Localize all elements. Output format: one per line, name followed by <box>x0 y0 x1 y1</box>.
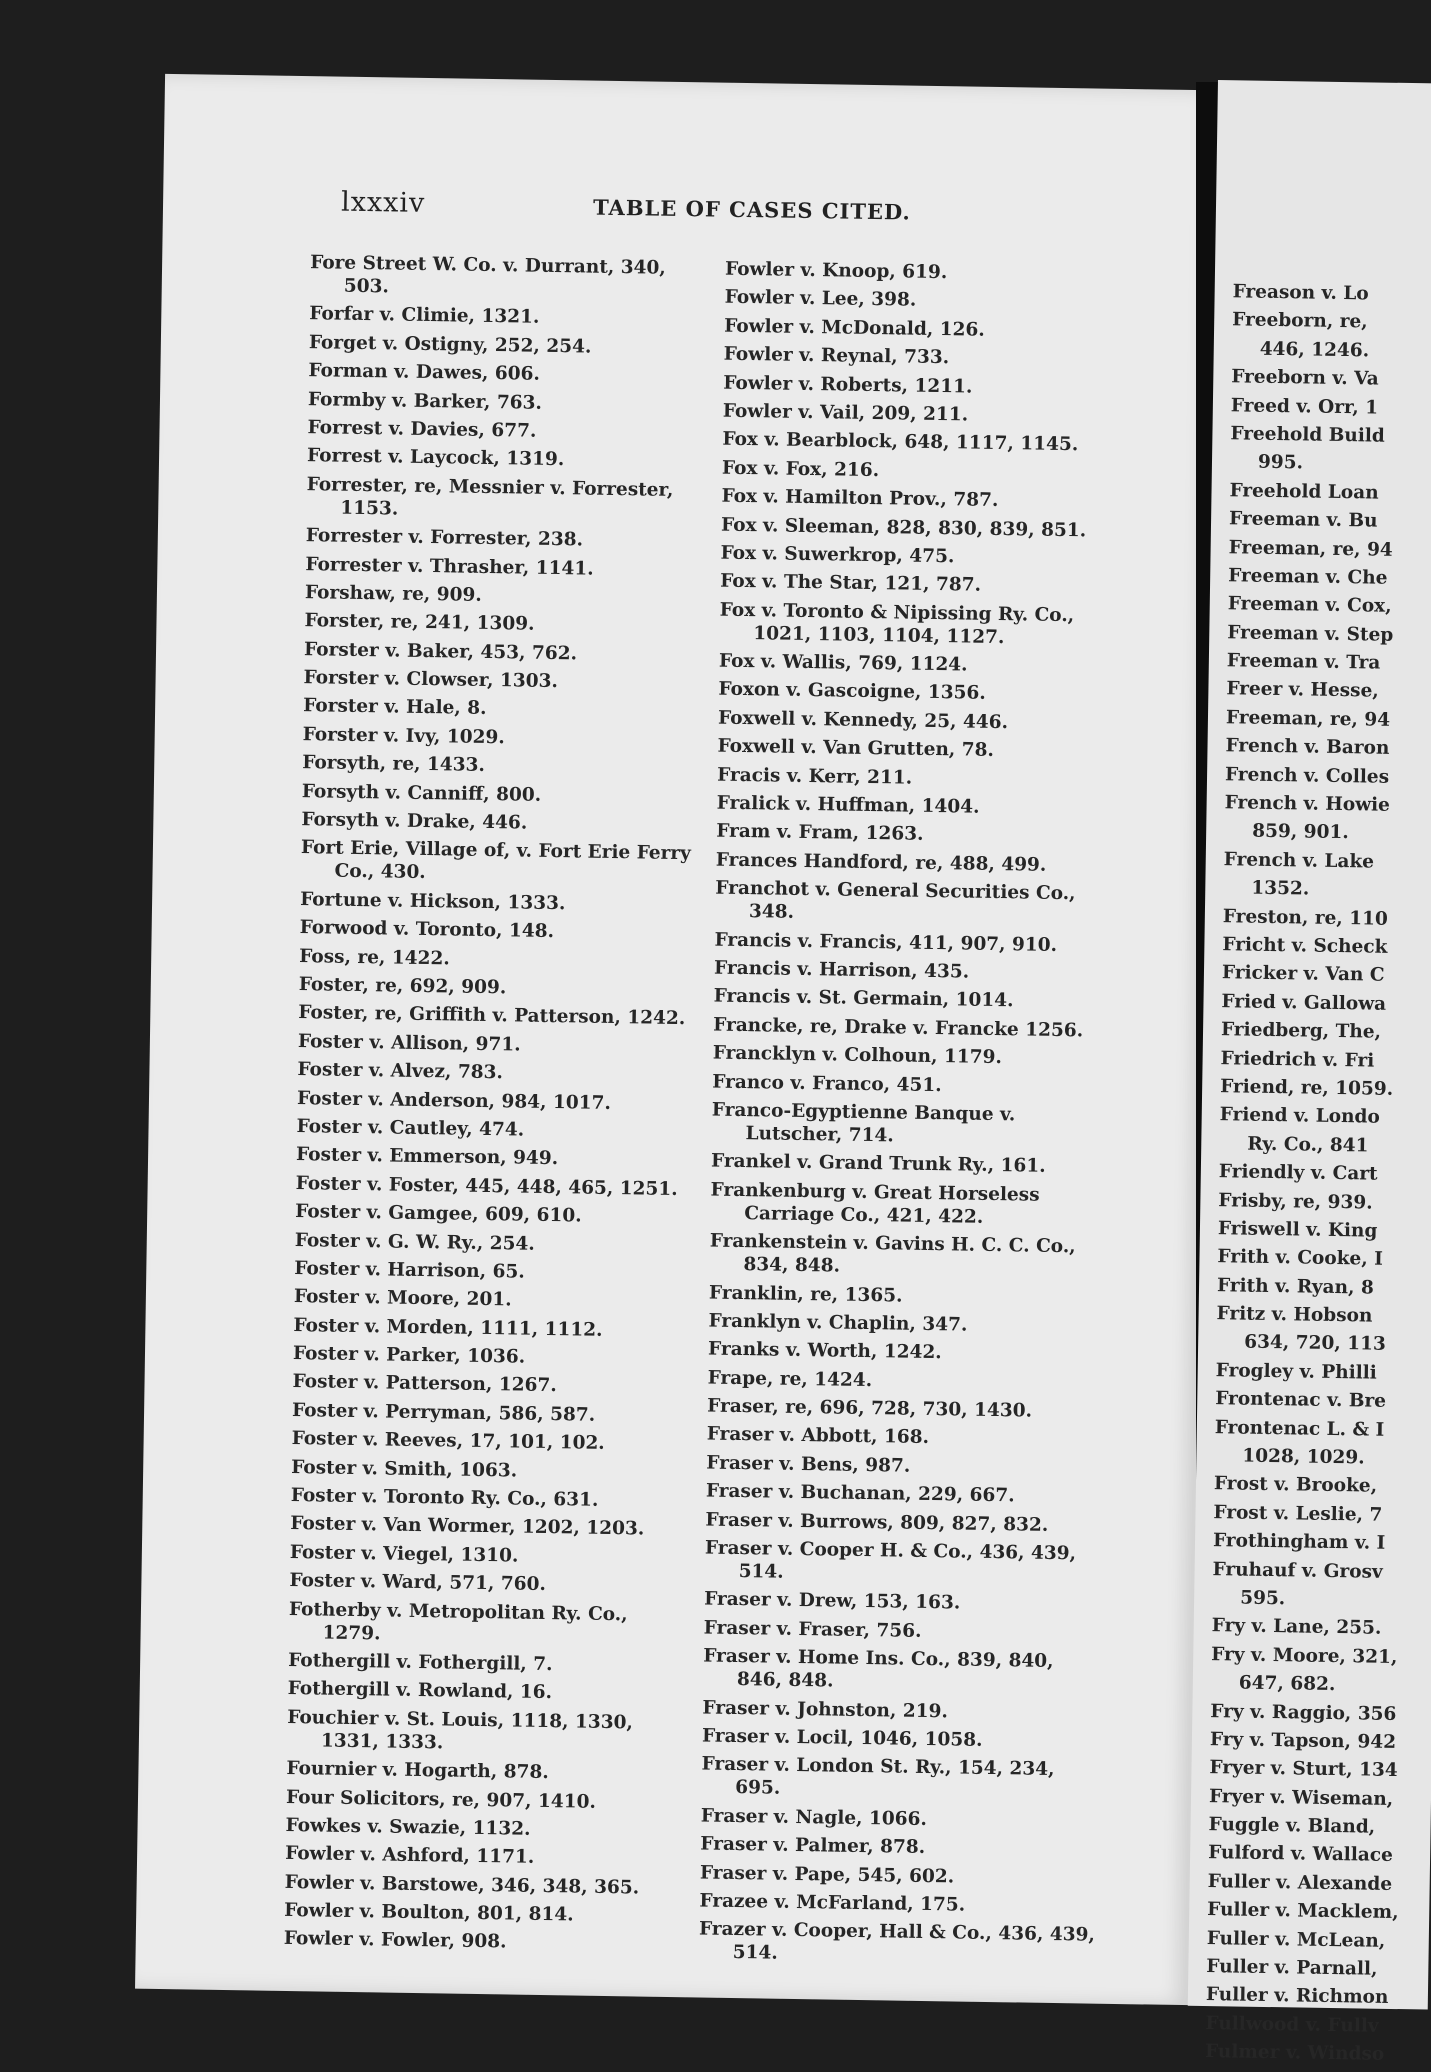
case-entry: Foster v. Alvez, 783. <box>297 1059 504 1084</box>
case-entry: Fox v. Hamilton Prov., 787. <box>721 485 999 512</box>
case-entry: Fry v. Tapson, 942 <box>1209 1729 1397 1753</box>
case-entry: Fulford v. Wallace <box>1207 1842 1394 1867</box>
case-entry: Forrester, re, Messnier v. Forrester, 1153. <box>306 473 674 520</box>
case-entry: Fuller v. Alexande <box>1207 1870 1393 1895</box>
case-entry: Francis v. Francis, 411, 907, 910. <box>714 929 1058 956</box>
case-entry: Freeman v. Che <box>1228 565 1388 589</box>
case-entry: Friedrich v. Fri <box>1220 1047 1375 1072</box>
case-entry: Freed v. Orr, 1 <box>1230 394 1379 419</box>
case-entry: Fowler v. Vail, 209, 211. <box>722 400 969 426</box>
case-entry: Friedberg, The, <box>1220 1019 1382 1043</box>
case-entry: Fowler v. McDonald, 126. <box>724 315 985 341</box>
case-entry: Fritz v. Hobson <box>1216 1303 1373 1327</box>
case-entry: Foster v. Reeves, 17, 101, 102. <box>291 1428 605 1455</box>
case-entry: Fryer v. Wiseman, <box>1208 1785 1394 1810</box>
case-entry: Fuller v. Richmon <box>1205 1984 1389 2009</box>
case-entry: Fryer v. Sturt, 134 <box>1209 1757 1398 1782</box>
case-entry: Foxon v. Gascoigne, 1356. <box>718 679 986 705</box>
case-entry: Foster, re, 692, 909. <box>298 974 507 999</box>
case-entry: Freeman v. Cox, <box>1227 593 1392 618</box>
case-entry: Frost v. Brooke, <box>1213 1473 1378 1498</box>
case-entry: 995. <box>1257 452 1304 474</box>
case-entry: Francis v. Harrison, 435. <box>713 957 970 983</box>
case-entry: Frances Handford, re, 488, 499. <box>715 849 1047 876</box>
case-entry: Fotherby v. Metropolitan Ry. Co., 1279. <box>288 1598 628 1644</box>
case-entry: Fraser v. Johnston, 219. <box>702 1697 949 1722</box>
case-entry: Fox v. Sleeman, 828, 830, 839, 851. <box>720 514 1087 541</box>
case-entry: Foxwell v. Kennedy, 25, 446. <box>717 707 1009 734</box>
case-entry: Fried v. Gallowa <box>1221 990 1387 1015</box>
case-entry: Fouchier v. St. Louis, 1118, 1330, 1331, 1333. <box>287 1706 634 1754</box>
case-entry: Fournier v. Hogarth, 878. <box>286 1758 549 1784</box>
case-entry: Frankenburg v. Great Horseless Carriage Co., 421, 422. <box>710 1179 1040 1228</box>
case-entry: Fothergill v. Rowland, 16. <box>287 1678 553 1704</box>
case-entry: Fraser, re, 696, 728, 730, 1430. <box>707 1395 1033 1422</box>
case-entry: 1352. <box>1251 877 1310 900</box>
case-entry: Freehold Build <box>1230 423 1385 447</box>
case-entry: Fraser v. Locil, 1046, 1058. <box>701 1725 983 1751</box>
case-entry: Frankel v. Grand Trunk Ry., 161. <box>710 1150 1046 1178</box>
case-entry: Forwood v. Toronto, 148. <box>299 917 555 943</box>
case-entry: Fry v. Moore, 321, <box>1211 1643 1398 1668</box>
page-title: TABLE OF CASES CITED. <box>592 194 911 225</box>
case-entry: Freeman, re, 94 <box>1225 707 1391 731</box>
case-entry: Frisby, re, 939. <box>1218 1189 1373 1214</box>
case-entry: Franco-Egyptienne Banque v. Lutscher, 714. <box>711 1099 1016 1147</box>
case-entry: Fowler v. Lee, 398. <box>724 287 917 312</box>
case-entry: French v. Baron <box>1225 735 1390 760</box>
case-entry: Fullwood v. Fullv <box>1205 2012 1379 2037</box>
case-entry: Foster v. Smith, 1063. <box>291 1456 518 1482</box>
left-page <box>135 74 1220 2005</box>
case-entry: Freeman, re, 94 <box>1228 536 1393 561</box>
case-entry: Forrest v. Davies, 677. <box>307 417 537 442</box>
case-entry: Forster v. Hale, 8. <box>303 695 487 720</box>
case-entry: 595. <box>1239 1587 1286 1610</box>
case-entry: Frape, re, 1424. <box>707 1367 873 1391</box>
case-entry: Fuller v. Parnall, <box>1206 1956 1378 1980</box>
case-entry: Foster v. Perryman, 586, 587. <box>291 1399 596 1426</box>
case-entry: Francklyn v. Colhoun, 1179. <box>712 1042 1003 1069</box>
case-entry: Foxwell v. Van Grutten, 78. <box>717 735 995 762</box>
case-entry: Freeman v. Step <box>1227 621 1394 646</box>
case-entry: Francis v. St. Germain, 1014. <box>713 985 1014 1012</box>
case-entry: Fraser v. Nagle, 1066. <box>700 1805 928 1830</box>
case-entry: Franklyn v. Chaplin, 347. <box>708 1310 968 1336</box>
case-entry: Forget v. Ostigny, 252, 254. <box>308 331 592 358</box>
case-entry: Foster v. Emmerson, 949. <box>295 1144 559 1170</box>
case-entry: Fox v. Suwerkrop, 475. <box>720 542 955 568</box>
case-entry: Freeman v. Bu <box>1228 508 1378 532</box>
case-entry: Freer v. Hesse, <box>1226 678 1379 703</box>
cases-column-middle <box>698 258 1125 1976</box>
case-entry: Fraser v. Burrows, 809, 827, 832. <box>705 1509 1049 1536</box>
case-entry: Forrest v. Laycock, 1319. <box>306 445 565 471</box>
case-entry: Fricht v. Scheck <box>1222 934 1388 958</box>
case-entry: Fowler v. Ashford, 1171. <box>284 1843 535 1869</box>
case-entry: Fry v. Lane, 255. <box>1211 1615 1382 1640</box>
case-entry: Forster, re, 241, 1309. <box>304 610 535 635</box>
case-entry: Frontenac L. & I <box>1214 1416 1385 1441</box>
case-entry: Francke, re, Drake v. Francke 1256. <box>713 1014 1084 1042</box>
case-entry: Fraser v. Home Ins. Co., 839, 840, 846, 848. <box>703 1645 1054 1692</box>
case-entry: 647, 682. <box>1238 1672 1336 1696</box>
case-entry: Fox v. Toronto & Nipissing Ry. Co., 1021, 1103, 1104, 1127. <box>719 599 1075 648</box>
case-entry: Fraser v. Cooper H. & Co., 436, 439, 514. <box>704 1537 1077 1583</box>
case-entry: Fulmer v. Windso <box>1204 2041 1385 2066</box>
case-entry: Fraser v. London St. Ry., 154, 234, 695. <box>701 1753 1055 1800</box>
case-entry: Fraser v. Drew, 153, 163. <box>704 1588 961 1614</box>
case-entry: Fuller v. McLean, <box>1206 1927 1386 1952</box>
case-entry: Frogley v. Philli <box>1215 1359 1377 1384</box>
case-entry: Frothingham v. I <box>1212 1530 1386 1554</box>
case-entry: Fox v. Wallis, 769, 1124. <box>718 650 968 676</box>
case-entry: Fox v. Fox, 216. <box>721 457 880 481</box>
case-entry: Freason v. Lo <box>1232 281 1369 305</box>
case-entry: 859, 901. <box>1252 821 1349 844</box>
case-entry: Fuller v. Macklem, <box>1207 1899 1399 1924</box>
case-entry: Fracis v. Kerr, 211. <box>716 764 913 789</box>
case-entry: Freeman v. Tra <box>1226 650 1381 674</box>
case-entry: Frazer v. Cooper, Hall & Co., 436, 439, 514. <box>698 1918 1096 1964</box>
case-entry: Freeborn v. Va <box>1231 366 1379 390</box>
case-entry: Freeborn, re, <box>1232 309 1368 333</box>
case-entry: Franco v. Franco, 451. <box>712 1071 942 1096</box>
case-entry: Frost v. Leslie, 7 <box>1213 1501 1383 1526</box>
case-entry: Frith v. Ryan, 8 <box>1216 1274 1374 1299</box>
case-entry: 446, 1246. <box>1259 338 1370 362</box>
case-entry: Forrester v. Forrester, 238. <box>305 525 584 551</box>
case-entry: Fowler v. Fowler, 908. <box>283 1928 507 1953</box>
case-entry: Foster v. Morden, 1111, 1112. <box>293 1314 603 1341</box>
case-entry: Forster v. Ivy, 1029. <box>302 723 505 749</box>
case-entry: Franchot v. General Securities Co., 348. <box>715 877 1076 924</box>
case-entry: Fraser v. Abbott, 168. <box>706 1423 930 1449</box>
case-entry: Foster v. Anderson, 984, 1017. <box>296 1087 612 1114</box>
case-entry: Fraser v. Pape, 545, 602. <box>699 1861 955 1887</box>
case-entry: Frankenstein v. Gavins H. C. C. Co., 834, 848. <box>709 1230 1076 1277</box>
case-entry: 634, 720, 113 <box>1244 1332 1386 1356</box>
case-entry: Foster v. Allison, 971. <box>297 1030 521 1056</box>
case-entry: Foster v. Toronto Ry. Co., 631. <box>290 1484 599 1511</box>
cases-column-left <box>284 251 711 1962</box>
case-entry: Franklin, re, 1365. <box>708 1282 903 1307</box>
case-entry: Fortune v. Hickson, 1333. <box>299 888 566 915</box>
case-entry: Forshaw, re, 909. <box>304 582 482 606</box>
case-entry: Foster v. Foster, 445, 448, 465, 1251. <box>295 1172 678 1200</box>
case-entry: Foster v. Patterson, 1267. <box>292 1371 557 1397</box>
case-entry: Foster v. Moore, 201. <box>293 1286 512 1311</box>
case-entry: Fox v. The Star, 121, 787. <box>720 570 982 597</box>
case-entry: Fowler v. Barstowe, 346, 348, 365. <box>284 1871 640 1899</box>
case-entry: Fowler v. Knoop, 619. <box>724 258 948 284</box>
case-entry: Fram v. Fram, 1263. <box>716 821 924 846</box>
right-page <box>1188 80 1431 2066</box>
case-entry: French v. Colles <box>1224 763 1390 788</box>
case-entry: Fry v. Raggio, 356 <box>1210 1700 1397 1725</box>
case-entry: Foster v. Van Wormer, 1202, 1203. <box>290 1513 645 1540</box>
case-entry: Forsyth v. Drake, 446. <box>301 809 528 834</box>
case-entry: Foster v. Parker, 1036. <box>292 1343 526 1368</box>
case-entry: Forfar v. Climie, 1321. <box>309 303 540 329</box>
case-entry: Foster, re, Griffith v. Patterson, 1242. <box>298 1002 686 1030</box>
case-entry: Friendly v. Cart <box>1218 1161 1378 1185</box>
case-entry: French v. Howie <box>1224 792 1391 816</box>
case-entry: Forster v. Baker, 453, 762. <box>303 638 578 665</box>
case-entry: Fowler v. Reynal, 733. <box>723 343 950 369</box>
cases-column-right <box>1205 280 1431 2072</box>
case-entry: Fowler v. Roberts, 1211. <box>723 372 973 398</box>
case-entry: Foster v. Viegel, 1310. <box>289 1541 519 1567</box>
case-entry: French v. Lake <box>1223 849 1375 873</box>
case-entry: Franks v. Worth, 1242. <box>707 1338 942 1364</box>
case-entry: Friswell v. King <box>1217 1218 1378 1242</box>
case-entry: Fowkes v. Swazie, 1132. <box>285 1814 531 1840</box>
case-entry: Forsyth v. Canniff, 800. <box>301 780 542 806</box>
case-entry: Fort Erie, Village of, v. Fort Erie Ferry Co., 430. <box>300 837 692 884</box>
case-entry: Fore Street W. Co. v. Durrant, 340, 503. <box>309 252 666 298</box>
case-entry: Foster v. G. W. Ry., 254. <box>294 1229 535 1255</box>
case-entry: Freehold Loan <box>1229 479 1379 504</box>
case-entry: Fraser v. Bens, 987. <box>706 1452 911 1477</box>
case-entry: Foster v. Cautley, 474. <box>296 1115 525 1141</box>
case-entry: Friend, re, 1059. <box>1220 1076 1394 1100</box>
case-entry: Forrester v. Thrasher, 1141. <box>305 553 594 580</box>
case-entry: Ry. Co., 841 <box>1247 1133 1369 1157</box>
page-number: lxxxiv <box>340 186 426 219</box>
case-entry: Forster v. Clowser, 1303. <box>303 667 559 693</box>
case-entry: 1028, 1029. <box>1242 1445 1365 1469</box>
case-entry: Fox v. Bearblock, 648, 1117, 1145. <box>722 428 1079 456</box>
case-entry: Frazee v. McFarland, 175. <box>699 1890 966 1916</box>
case-entry: Fralick v. Huffman, 1404. <box>716 792 980 818</box>
case-entry: Fraser v. Palmer, 878. <box>700 1833 926 1859</box>
case-entry: Fraser v. Fraser, 756. <box>703 1617 922 1642</box>
case-entry: Fricker v. Van C <box>1221 962 1385 987</box>
case-entry: Fowler v. Boulton, 801, 814. <box>284 1900 574 1926</box>
case-entry: Fraser v. Buchanan, 229, 667. <box>705 1480 1015 1507</box>
case-entry: Fothergill v. Fothergill, 7. <box>288 1649 553 1676</box>
case-entry: Foss, re, 1422. <box>299 945 450 970</box>
case-entry: Freston, re, 110 <box>1222 905 1388 930</box>
case-entry: Fruhauf v. Grosv <box>1212 1558 1383 1583</box>
case-entry: Formby v. Barker, 763. <box>307 388 543 414</box>
case-entry: Frontenac v. Bre <box>1215 1388 1387 1413</box>
case-entry: Foster v. Harrison, 65. <box>294 1257 525 1283</box>
case-entry: Forman v. Dawes, 606. <box>308 360 541 385</box>
case-entry: Frith v. Cooke, I <box>1217 1246 1383 1271</box>
case-entry: Friend v. Londo <box>1219 1104 1380 1128</box>
case-entry: Forsyth, re, 1433. <box>302 752 486 777</box>
case-entry: Foster v. Gamgee, 609, 610. <box>295 1201 582 1227</box>
case-entry: Foster v. Ward, 571, 760. <box>289 1570 547 1596</box>
case-entry: Fuggle v. Bland, <box>1208 1814 1376 1838</box>
case-entry: Four Solicitors, re, 907, 1410. <box>285 1786 597 1813</box>
